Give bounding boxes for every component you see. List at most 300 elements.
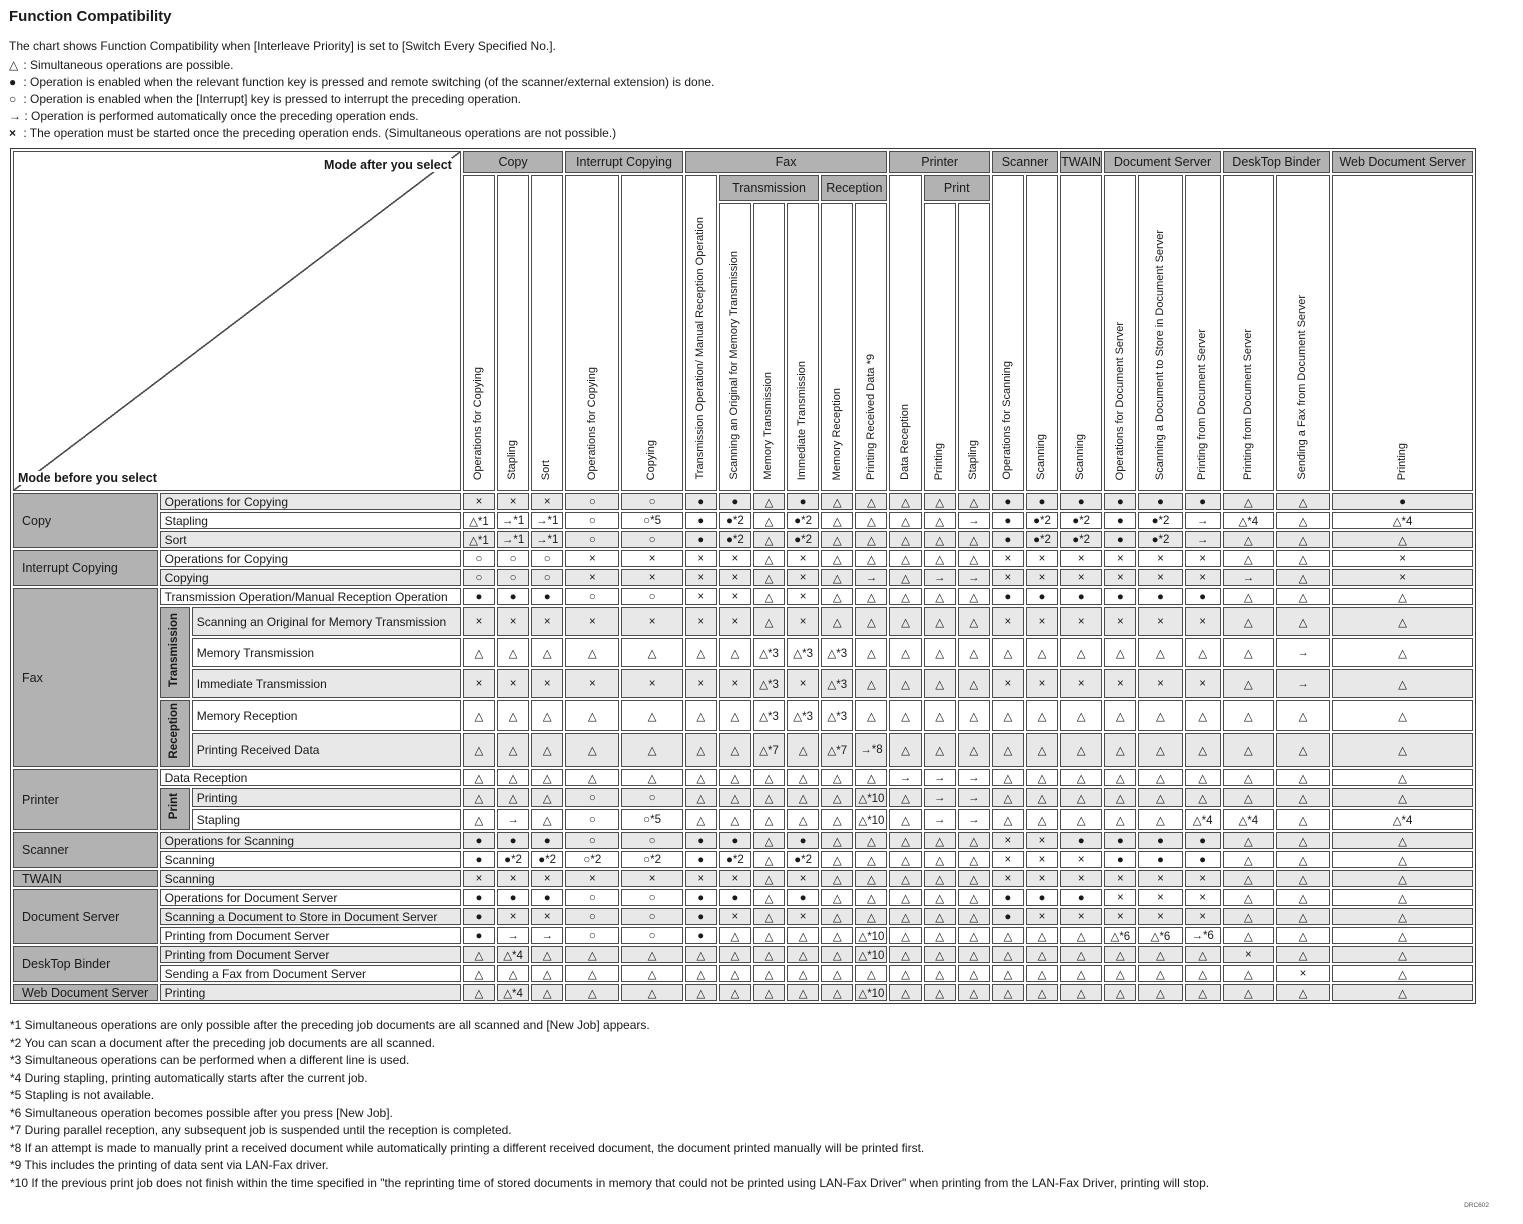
matrix-cell: ●: [497, 889, 529, 906]
matrix-cell: △: [889, 832, 921, 849]
matrix-cell: ●: [463, 832, 495, 849]
matrix-cell: △: [958, 965, 990, 982]
matrix-cell: △: [719, 927, 751, 944]
row-group-interrupt-copying: Interrupt Copying: [13, 550, 158, 586]
matrix-cell: △: [855, 512, 887, 529]
matrix-cell: △: [1104, 769, 1136, 786]
col-header-label: Transmission Operation/ Manual Reception Operation: [694, 217, 706, 480]
matrix-cell: △*4: [1185, 809, 1221, 830]
matrix-cell: △: [855, 669, 887, 698]
matrix-cell: △: [1332, 638, 1473, 667]
matrix-cell: △: [1223, 733, 1274, 767]
matrix-cell: ●: [685, 889, 717, 906]
matrix-cell: △: [463, 788, 495, 807]
row-label: Stapling: [192, 809, 461, 830]
matrix-cell: △: [1332, 733, 1473, 767]
matrix-cell: ●*2: [787, 851, 819, 868]
matrix-cell: △*4: [1223, 512, 1274, 529]
matrix-cell: ×: [1332, 550, 1473, 567]
matrix-cell: ●: [1138, 851, 1182, 868]
matrix-cell: ●: [719, 889, 751, 906]
matrix-cell: △: [821, 870, 853, 887]
matrix-cell: ×: [685, 669, 717, 698]
col-header: [958, 203, 990, 491]
matrix-cell: ●: [1104, 512, 1136, 529]
matrix-cell: △: [1026, 700, 1058, 731]
matrix-cell: △: [1060, 809, 1102, 830]
matrix-cell: ●: [1185, 851, 1221, 868]
matrix-cell: △: [1223, 851, 1274, 868]
matrix-cell: ●: [463, 889, 495, 906]
matrix-cell: ×: [1104, 607, 1136, 636]
matrix-cell: ●*2: [719, 512, 751, 529]
matrix-cell: ●: [685, 908, 717, 925]
matrix-cell: ●: [719, 832, 751, 849]
matrix-cell: ×: [1138, 908, 1182, 925]
col-header-label: Memory Reception: [830, 387, 843, 480]
col-group-twain: TWAIN: [1060, 151, 1102, 173]
matrix-cell: △: [1185, 733, 1221, 767]
matrix-cell: △: [1332, 531, 1473, 548]
matrix-cell: ●: [787, 832, 819, 849]
matrix-cell: △: [787, 927, 819, 944]
matrix-cell: △: [889, 638, 921, 667]
matrix-cell: ○: [565, 531, 619, 548]
row-subgroup-label: Print: [167, 793, 180, 820]
matrix-cell: △: [992, 965, 1024, 982]
matrix-cell: △: [924, 700, 956, 731]
matrix-cell: △: [1223, 700, 1274, 731]
matrix-cell: ●: [463, 908, 495, 925]
col-header-label: Printing: [932, 442, 945, 480]
matrix-cell: △*4: [1332, 512, 1473, 529]
matrix-cell: ●: [1185, 832, 1221, 849]
matrix-cell: △: [958, 607, 990, 636]
matrix-cell: △: [821, 569, 853, 586]
matrix-row: [13, 908, 1473, 925]
matrix-cell: △: [1026, 809, 1058, 830]
matrix-cell: △: [821, 946, 853, 963]
matrix-cell: △: [565, 965, 619, 982]
matrix-cell: ×: [1060, 870, 1102, 887]
matrix-cell: ×: [787, 588, 819, 605]
matrix-cell: △: [958, 984, 990, 1001]
matrix-cell: △: [889, 908, 921, 925]
matrix-cell: △: [821, 984, 853, 1001]
matrix-cell: △: [565, 984, 619, 1001]
matrix-cell: ●: [531, 588, 563, 605]
matrix-cell: △: [1104, 788, 1136, 807]
matrix-cell: ○*5: [621, 512, 682, 529]
matrix-cell: △: [924, 550, 956, 567]
row-group-web-document-server: Web Document Server: [13, 984, 158, 1001]
matrix-cell: △: [889, 927, 921, 944]
matrix-cell: ×: [1276, 965, 1330, 982]
matrix-cell: →*8: [855, 733, 887, 767]
matrix-cell: ×: [1026, 607, 1058, 636]
matrix-cell: △: [531, 769, 563, 786]
row-label: Operations for Scanning: [160, 832, 461, 849]
matrix-cell: △: [787, 809, 819, 830]
matrix-cell: ×: [1104, 550, 1136, 567]
matrix-cell: △: [719, 788, 751, 807]
matrix-cell: ×: [1332, 569, 1473, 586]
matrix-cell: ×: [1026, 550, 1058, 567]
matrix-cell: △: [958, 733, 990, 767]
row-group-document-server: Document Server: [13, 889, 158, 944]
matrix-cell: ×: [621, 669, 682, 698]
matrix-cell: △: [821, 851, 853, 868]
matrix-cell: ×: [565, 607, 619, 636]
matrix-cell: △: [565, 733, 619, 767]
matrix-cell: △: [889, 809, 921, 830]
matrix-cell: △: [1276, 769, 1330, 786]
matrix-cell: △: [992, 927, 1024, 944]
matrix-row: [13, 733, 1473, 767]
matrix-cell: △: [753, 588, 785, 605]
matrix-cell: ×: [1026, 870, 1058, 887]
matrix-cell: ●*2: [497, 851, 529, 868]
row-label: Operations for Document Server: [160, 889, 461, 906]
matrix-cell: ●: [1060, 889, 1102, 906]
matrix-cell: ●: [1332, 493, 1473, 510]
matrix-cell: ×: [1060, 908, 1102, 925]
matrix-cell: →: [958, 569, 990, 586]
matrix-cell: ●*2: [1060, 512, 1102, 529]
col-header: [1026, 175, 1058, 491]
matrix-cell: △*4: [1332, 809, 1473, 830]
matrix-cell: △: [855, 908, 887, 925]
matrix-cell: ●: [531, 832, 563, 849]
matrix-cell: ×: [787, 550, 819, 567]
col-header-label: Scanning: [1074, 434, 1087, 480]
matrix-row: [13, 638, 1473, 667]
matrix-cell: ×: [531, 493, 563, 510]
matrix-cell: △: [958, 870, 990, 887]
matrix-cell: △: [787, 788, 819, 807]
matrix-cell: △: [889, 669, 921, 698]
matrix-cell: ×: [565, 569, 619, 586]
matrix-cell: ×: [719, 870, 751, 887]
compatibility-matrix: [10, 148, 1476, 1004]
matrix-cell: →: [924, 569, 956, 586]
matrix-cell: △: [753, 809, 785, 830]
col-header-label: Scanning: [1035, 434, 1048, 480]
matrix-cell: ●*2: [719, 851, 751, 868]
matrix-cell: △: [889, 700, 921, 731]
row-label: Printing from Document Server: [160, 927, 461, 944]
matrix-cell: △: [855, 531, 887, 548]
matrix-cell: △: [855, 638, 887, 667]
legend-item: → : Operation is performed automatically once the preceding operation ends.: [9, 109, 419, 123]
footnotes: [10, 1017, 1523, 1192]
matrix-cell: ×: [1104, 669, 1136, 698]
matrix-cell: ×: [1026, 832, 1058, 849]
matrix-cell: △: [1104, 965, 1136, 982]
matrix-cell: △: [821, 512, 853, 529]
matrix-cell: △: [889, 851, 921, 868]
matrix-cell: △: [753, 908, 785, 925]
matrix-cell: △: [753, 870, 785, 887]
matrix-cell: △: [1276, 588, 1330, 605]
row-label: Copying: [160, 569, 461, 586]
matrix-row: [13, 927, 1473, 944]
col-header-label: Immediate Transmission: [796, 360, 809, 480]
matrix-cell: →: [497, 927, 529, 944]
matrix-row: [13, 946, 1473, 963]
matrix-cell: ●: [685, 531, 717, 548]
matrix-cell: △: [753, 512, 785, 529]
matrix-cell: △: [1138, 965, 1182, 982]
matrix-cell: ×: [1138, 607, 1182, 636]
col-header: [855, 203, 887, 491]
matrix-cell: △: [958, 927, 990, 944]
matrix-cell: △: [1332, 788, 1473, 807]
matrix-cell: △: [463, 769, 495, 786]
matrix-cell: ○: [621, 788, 682, 807]
matrix-cell: ●: [1060, 832, 1102, 849]
col-header: [685, 175, 717, 491]
matrix-cell: ×: [719, 669, 751, 698]
matrix-cell: △: [821, 588, 853, 605]
matrix-cell: ×: [1185, 870, 1221, 887]
col-header-label: Scanning an Original for Memory Transmission: [728, 251, 741, 480]
matrix-cell: △: [497, 788, 529, 807]
matrix-cell: ●: [1060, 493, 1102, 510]
col-header-label: Printing Received Data *9: [864, 354, 877, 480]
matrix-cell: △: [463, 733, 495, 767]
matrix-cell: △*7: [821, 733, 853, 767]
matrix-cell: △: [1332, 908, 1473, 925]
matrix-cell: △: [1276, 889, 1330, 906]
matrix-cell: ○: [621, 908, 682, 925]
matrix-cell: △: [1276, 512, 1330, 529]
matrix-cell: ×: [463, 669, 495, 698]
matrix-cell: ×: [565, 870, 619, 887]
matrix-cell: △: [958, 550, 990, 567]
col-header-label: Sort: [540, 459, 553, 480]
matrix-cell: ×: [1104, 870, 1136, 887]
matrix-cell: △: [958, 588, 990, 605]
matrix-cell: △: [992, 788, 1024, 807]
matrix-cell: △: [1138, 788, 1182, 807]
matrix-cell: △: [958, 531, 990, 548]
matrix-cell: △: [889, 733, 921, 767]
matrix-cell: △: [1223, 769, 1274, 786]
matrix-cell: △: [685, 769, 717, 786]
matrix-cell: △: [753, 493, 785, 510]
matrix-cell: △: [531, 946, 563, 963]
matrix-cell: △: [1332, 769, 1473, 786]
matrix-cell: △: [855, 851, 887, 868]
matrix-cell: △: [855, 870, 887, 887]
matrix-cell: ×: [1223, 946, 1274, 963]
matrix-cell: △: [1026, 965, 1058, 982]
row-label: Scanning a Document to Store in Document Server: [160, 908, 461, 925]
matrix-cell: △: [685, 638, 717, 667]
matrix-cell: △: [958, 832, 990, 849]
row-subgroup-transmission: [160, 607, 190, 698]
matrix-cell: →*6: [1185, 927, 1221, 944]
matrix-cell: △: [1223, 908, 1274, 925]
matrix-row: [13, 870, 1473, 887]
matrix-cell: △: [1276, 733, 1330, 767]
matrix-cell: ×: [992, 851, 1024, 868]
matrix-cell: △: [685, 809, 717, 830]
matrix-cell: △: [685, 788, 717, 807]
matrix-cell: →*1: [497, 512, 529, 529]
matrix-cell: ○: [565, 588, 619, 605]
col-group-interrupt-copying: Interrupt Copying: [565, 151, 682, 173]
col-header: [621, 175, 682, 491]
matrix-cell: ○: [497, 569, 529, 586]
col-group-fax: Fax: [685, 151, 888, 173]
matrix-cell: △*6: [1138, 927, 1182, 944]
matrix-row: [13, 965, 1473, 982]
matrix-cell: ×: [1060, 851, 1102, 868]
matrix-cell: →: [958, 788, 990, 807]
matrix-cell: ○: [565, 908, 619, 925]
matrix-cell: △: [621, 733, 682, 767]
matrix-cell: ×: [1185, 607, 1221, 636]
matrix-cell: △: [821, 607, 853, 636]
footnote: *7 During parallel reception, any subsequent job is suspended until the reception is completed.: [10, 1123, 512, 1137]
matrix-cell: △: [821, 927, 853, 944]
col-header-label: Scanning a Document to Store in Document Server: [1153, 229, 1166, 480]
matrix-row: [13, 851, 1473, 868]
matrix-cell: △: [531, 638, 563, 667]
footnote: *4 During stapling, printing automatically starts after the current job.: [10, 1070, 368, 1085]
matrix-cell: △: [924, 870, 956, 887]
legend: [9, 57, 1523, 142]
matrix-cell: ○: [621, 588, 682, 605]
row-label: Sort: [160, 531, 461, 548]
matrix-cell: △: [1223, 669, 1274, 698]
matrix-row: [13, 607, 1473, 636]
matrix-row: [13, 889, 1473, 906]
matrix-row: [13, 984, 1473, 1001]
col-header-label: Printing from Document Server: [1241, 329, 1254, 480]
matrix-cell: △: [1026, 927, 1058, 944]
matrix-cell: ●: [1138, 588, 1182, 605]
matrix-cell: ●: [685, 851, 717, 868]
footnote: *8 If an attempt is made to manually print a received document while automatically printing a different received document, the document printed manually will be printed first.: [10, 1140, 925, 1155]
matrix-cell: ×: [621, 870, 682, 887]
matrix-cell: △: [958, 669, 990, 698]
matrix-cell: ×: [685, 569, 717, 586]
matrix-cell: △: [992, 638, 1024, 667]
intro-text: The chart shows Function Compatibility when [Interleave Priority] is set to [Switch Every Specified No.].: [9, 39, 556, 53]
matrix-cell: △: [924, 851, 956, 868]
matrix-cell: ×: [787, 908, 819, 925]
matrix-cell: △: [1104, 984, 1136, 1001]
matrix-cell: ●: [992, 493, 1024, 510]
matrix-cell: △: [621, 984, 682, 1001]
matrix-cell: ×: [685, 870, 717, 887]
matrix-cell: △: [787, 769, 819, 786]
matrix-cell: →*1: [531, 512, 563, 529]
matrix-cell: →: [889, 769, 921, 786]
col-header: [1223, 175, 1274, 491]
matrix-cell: △: [1276, 851, 1330, 868]
matrix-cell: ●: [1185, 588, 1221, 605]
matrix-cell: →: [924, 788, 956, 807]
matrix-cell: △: [1138, 638, 1182, 667]
matrix-cell: ×: [621, 550, 682, 567]
matrix-cell: ×: [1060, 669, 1102, 698]
row-label: Immediate Transmission: [192, 669, 461, 698]
matrix-cell: △: [855, 832, 887, 849]
matrix-cell: △: [855, 550, 887, 567]
matrix-cell: △: [889, 870, 921, 887]
matrix-cell: △*4: [1223, 809, 1274, 830]
matrix-cell: △: [1276, 550, 1330, 567]
row-label: Stapling: [160, 512, 461, 529]
matrix-cell: ×: [1104, 569, 1136, 586]
matrix-cell: ×: [719, 550, 751, 567]
matrix-cell: △: [821, 908, 853, 925]
matrix-cell: △: [1223, 870, 1274, 887]
matrix-cell: △: [992, 984, 1024, 1001]
matrix-cell: △: [463, 946, 495, 963]
matrix-cell: →: [924, 809, 956, 830]
matrix-cell: △: [531, 733, 563, 767]
matrix-cell: ●: [497, 588, 529, 605]
col-header: [463, 175, 495, 491]
matrix-cell: △: [621, 769, 682, 786]
matrix-cell: ●*2: [1060, 531, 1102, 548]
col-header: [1332, 175, 1473, 491]
matrix-cell: △: [1026, 769, 1058, 786]
matrix-cell: △: [1138, 769, 1182, 786]
legend-symbol: ●: [9, 75, 17, 89]
matrix-cell: △: [924, 531, 956, 548]
matrix-cell: △: [1138, 984, 1182, 1001]
row-label: Printing: [160, 984, 461, 1001]
matrix-cell: △: [1276, 569, 1330, 586]
row-label: Operations for Copying: [160, 493, 461, 510]
matrix-cell: △: [1332, 588, 1473, 605]
matrix-cell: ●: [1138, 832, 1182, 849]
matrix-cell: △: [889, 588, 921, 605]
matrix-cell: △*3: [753, 700, 785, 731]
matrix-cell: ○: [565, 809, 619, 830]
matrix-cell: △: [753, 851, 785, 868]
matrix-cell: ○: [497, 550, 529, 567]
matrix-cell: ●: [685, 927, 717, 944]
matrix-cell: △: [753, 607, 785, 636]
row-group-printer: Printer: [13, 769, 158, 830]
matrix-cell: △: [621, 700, 682, 731]
legend-symbol: →: [9, 109, 21, 123]
matrix-cell: ×: [565, 550, 619, 567]
row-label: Transmission Operation/Manual Reception Operation: [160, 588, 461, 605]
matrix-row: [13, 809, 1473, 830]
matrix-cell: ○*5: [621, 809, 682, 830]
row-group-twain: TWAIN: [13, 870, 158, 887]
matrix-cell: ×: [1185, 889, 1221, 906]
col-group-document-server: Document Server: [1104, 151, 1220, 173]
matrix-row: [13, 788, 1473, 807]
matrix-cell: △: [1223, 984, 1274, 1001]
matrix-cell: △: [1185, 769, 1221, 786]
matrix-cell: △: [1332, 607, 1473, 636]
matrix-cell: ×: [1060, 607, 1102, 636]
matrix-cell: ×: [685, 550, 717, 567]
matrix-cell: △*1: [463, 512, 495, 529]
row-label: Operations for Copying: [160, 550, 461, 567]
matrix-cell: △: [1185, 984, 1221, 1001]
